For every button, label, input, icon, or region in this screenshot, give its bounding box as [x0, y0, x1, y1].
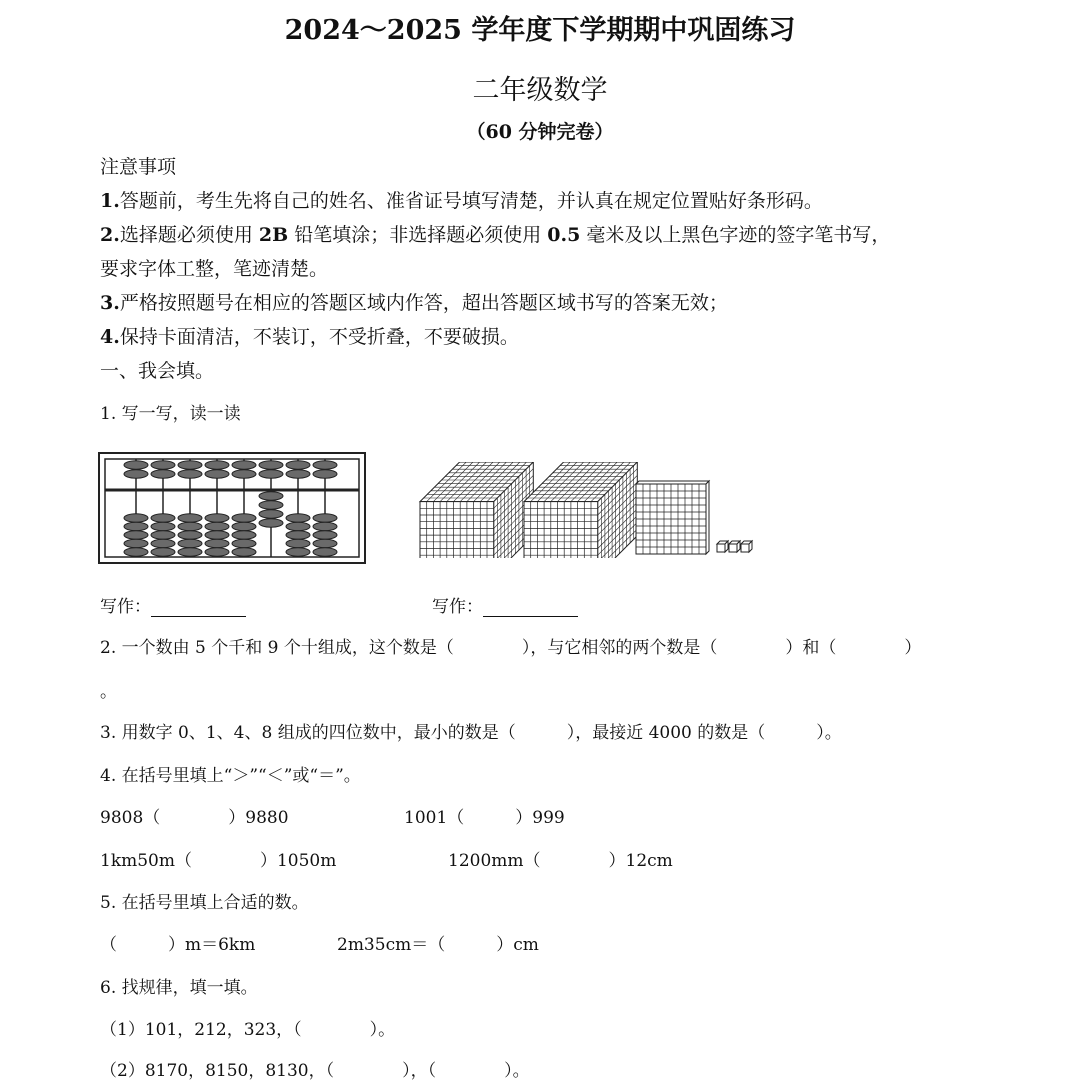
abacus-rod [205, 459, 229, 557]
notice-item-2-line2: 要求字体工整，笔迹清楚。 [100, 258, 329, 280]
time-limit: （60 分钟完卷） [466, 121, 614, 143]
notice-item-2-mm: 0.5 [547, 224, 581, 246]
abacus-lower-bead [232, 531, 256, 539]
abacus-lower-bead [286, 548, 310, 556]
notice-item-2 [100, 220, 890, 247]
abacus-lower-bead [313, 514, 337, 522]
abacus-lower-bead [205, 531, 229, 539]
abacus-lower-bead [232, 548, 256, 556]
hundred-flat [636, 481, 709, 554]
section-title: 一、我会填。 [100, 360, 215, 382]
exam-title: 2024～2025 学年度下学期期中巩固练习 [284, 15, 796, 46]
one-cube [729, 541, 740, 552]
thousand-cube [524, 462, 637, 558]
abacus-upper-bead [259, 470, 283, 478]
base-ten-blocks-figure [418, 462, 763, 558]
abacus-lower-bead [178, 514, 202, 522]
one-cube [717, 541, 728, 552]
q2-text: 2. 一个数由 5 个千和 9 个十组成，这个数是（ ），与它相邻的两个数是（ ）和（ ） [100, 638, 922, 658]
q1-prompt: 1. 写一写，读一读 [100, 404, 241, 424]
notice-item-3-text: 严格按照题号在相应的答题区域内作答，超出答题区域书写的答案无效； [119, 292, 728, 314]
q6-item-1: （1）101，212，323，（ ）。 [100, 1020, 396, 1040]
q6-prompt: 6. 找规律，填一填。 [100, 978, 258, 998]
abacus-lower-bead [124, 548, 148, 556]
notice-heading: 注意事项 [100, 156, 177, 178]
q5-item-a: （ ）m＝6km [100, 935, 256, 955]
abacus-upper-bead [259, 461, 283, 469]
abacus-lower-bead [259, 501, 283, 509]
abacus-lower-bead [151, 548, 175, 556]
notice-item-3-number: 3. [100, 292, 120, 314]
abacus-lower-bead [259, 519, 283, 527]
abacus-lower-bead [232, 514, 256, 522]
notice-item-3 [100, 288, 728, 315]
abacus-rod [286, 459, 310, 557]
abacus-upper-bead [232, 461, 256, 469]
one-cube [741, 541, 752, 552]
q4-row2-b: 1200mm（ ）12cm [448, 851, 673, 871]
q1-answer-blank-left[interactable] [151, 616, 246, 617]
notice-item-1-number: 1. [100, 190, 120, 212]
abacus-lower-bead [232, 522, 256, 530]
abacus-rod [178, 459, 202, 557]
abacus-lower-bead [151, 522, 175, 530]
abacus-lower-bead [178, 531, 202, 539]
abacus-upper-bead [286, 461, 310, 469]
abacus-upper-bead [313, 461, 337, 469]
abacus-lower-bead [286, 522, 310, 530]
q6-item-2: （2）8170，8150，8130，（ ），（ ）。 [100, 1061, 530, 1081]
abacus-upper-bead [286, 470, 310, 478]
abacus-lower-bead [232, 539, 256, 547]
abacus-rod [259, 459, 283, 557]
notice-item-4 [100, 322, 519, 349]
q1-write-left [100, 592, 246, 617]
abacus-upper-bead [205, 461, 229, 469]
abacus-lower-bead [205, 522, 229, 530]
thousand-cube [420, 462, 533, 558]
abacus-lower-bead [124, 522, 148, 530]
abacus-lower-bead [259, 492, 283, 500]
notice-item-4-text: 保持卡面清洁，不装订，不受折叠，不要破损。 [119, 326, 519, 348]
abacus-upper-bead [232, 470, 256, 478]
q5-item-b: 2m35cm＝（ ）cm [337, 935, 539, 955]
abacus-lower-bead [286, 531, 310, 539]
abacus-lower-bead [124, 539, 148, 547]
abacus-lower-bead [124, 531, 148, 539]
abacus-lower-bead [286, 514, 310, 522]
abacus-upper-bead [205, 470, 229, 478]
q2-tail: 。 [100, 682, 117, 702]
abacus-lower-bead [178, 548, 202, 556]
abacus-lower-bead [205, 548, 229, 556]
abacus-upper-bead [313, 470, 337, 478]
q5-prompt: 5. 在括号里填上合适的数。 [100, 893, 309, 913]
abacus-upper-bead [124, 470, 148, 478]
abacus-lower-bead [286, 539, 310, 547]
abacus-lower-bead [151, 531, 175, 539]
abacus-lower-bead [313, 522, 337, 530]
q1-write-right [432, 592, 578, 617]
q4-row1-a: 9808（ ）9880 [100, 808, 289, 828]
abacus-lower-bead [178, 522, 202, 530]
abacus-lower-bead [313, 539, 337, 547]
notice-item-4-number: 4. [100, 326, 120, 348]
abacus-lower-bead [313, 531, 337, 539]
q1-write-label-right: 写作： [432, 597, 483, 617]
abacus-lower-bead [259, 510, 283, 518]
abacus-lower-bead [151, 539, 175, 547]
abacus-lower-bead [205, 539, 229, 547]
abacus-rod [313, 459, 337, 557]
abacus-upper-bead [178, 470, 202, 478]
notice-item-2-text-c: 铅笔填涂；非选择题必须使用 [288, 224, 548, 246]
abacus-upper-bead [178, 461, 202, 469]
abacus-lower-bead [178, 539, 202, 547]
notice-item-2-text-a: 选择题必须使用 [119, 224, 259, 246]
abacus-lower-bead [205, 514, 229, 522]
abacus-lower-bead [313, 548, 337, 556]
abacus-rod [124, 459, 148, 557]
abacus-upper-bead [124, 461, 148, 469]
q4-row2-a: 1km50m（ ）1050m [100, 851, 337, 871]
q4-row1-b: 1001（ ）999 [404, 808, 565, 828]
abacus-figure [98, 452, 366, 564]
abacus-lower-bead [124, 514, 148, 522]
q3-text: 3. 用数字 0、1、4、8 组成的四位数中，最小的数是（ ），最接近 4000 的数是（ ）。 [100, 723, 842, 743]
notice-item-1-text: 答题前，考生先将自己的姓名、准省证号填写清楚，并认真在规定位置贴好条形码。 [119, 190, 823, 212]
notice-item-2-text-e: 毫米及以上黑色字迹的签字笔书写， [580, 224, 891, 246]
notice-item-2-pencil: 2B [258, 224, 289, 246]
q1-write-label-left: 写作： [100, 597, 151, 617]
notice-item-2-number: 2. [100, 224, 120, 246]
notice-item-1 [100, 186, 823, 213]
abacus-upper-bead [151, 461, 175, 469]
subject-title: 二年级数学 [472, 75, 608, 106]
q4-prompt: 4. 在括号里填上“＞”“＜”或“＝”。 [100, 766, 361, 786]
abacus-rod [151, 459, 175, 557]
abacus-upper-bead [151, 470, 175, 478]
abacus-lower-bead [151, 514, 175, 522]
q1-answer-blank-right[interactable] [483, 616, 578, 617]
abacus-rod [232, 459, 256, 557]
